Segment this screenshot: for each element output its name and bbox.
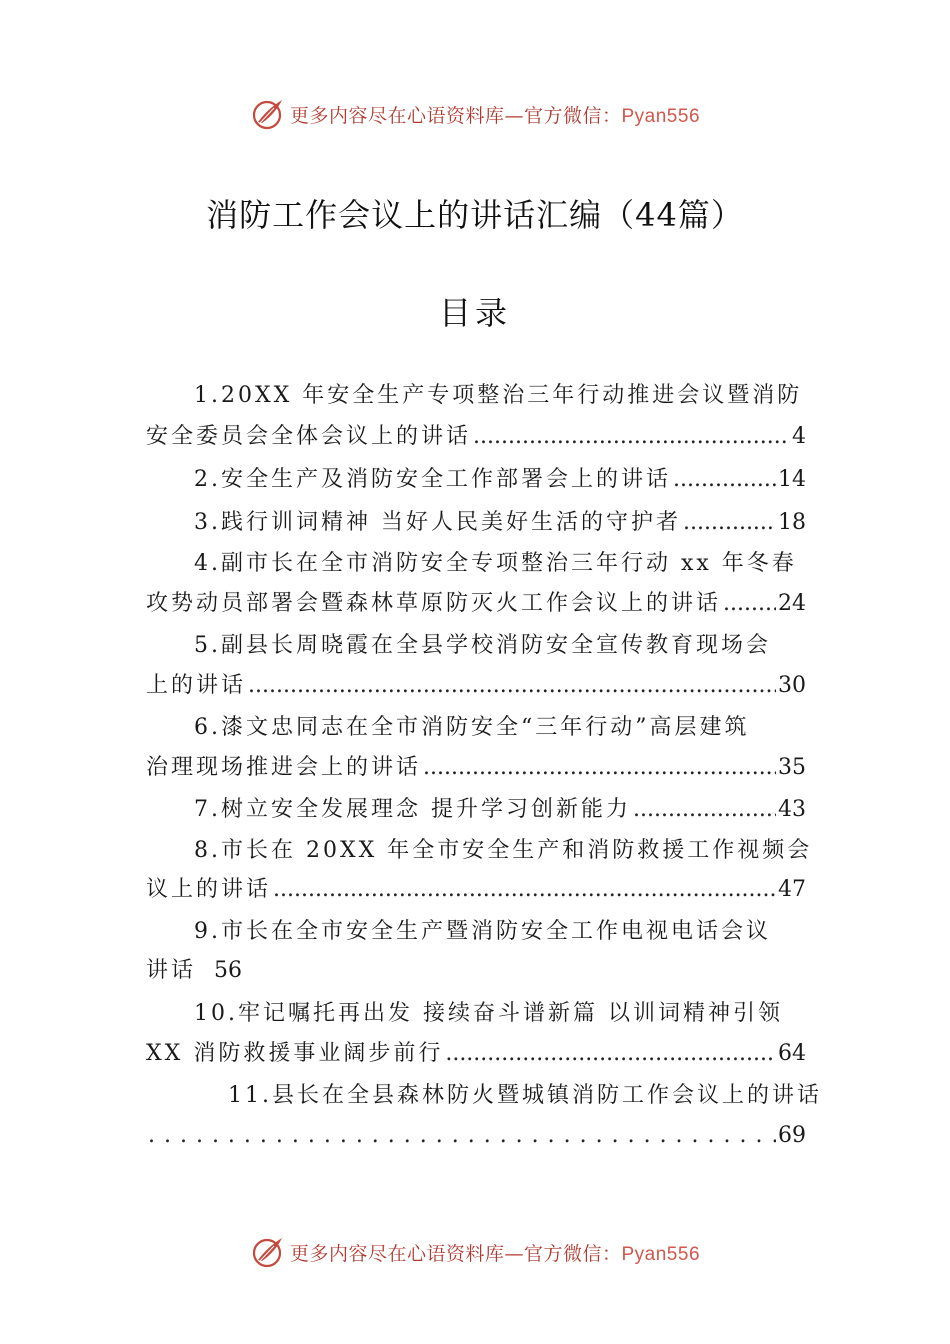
page-number: 14 [778, 467, 806, 492]
toc-entry-9-line-1[interactable]: 9.市长在全市安全生产暨消防安全工作电视电话会议 [194, 919, 771, 944]
leader-dots [273, 870, 776, 910]
toc-entry-10-line-1[interactable]: 10.牢记嘱托再出发 接续奋斗谱新篇 以训词精神引领 [194, 1001, 783, 1026]
document-title: 消防工作会议上的讲话汇编（44篇） [206, 196, 744, 234]
feather-pen-logo-icon [250, 96, 286, 132]
page-number: 30 [778, 673, 806, 698]
toc-entry-3[interactable]: 3.践行训词精神 当好人民美好生活的守护者 ..... 18 [194, 503, 806, 543]
page-number: 4 [792, 424, 806, 449]
toc-entry-6-line-2[interactable]: 治理现场推进会上的讲话 ..... 35 [146, 748, 806, 788]
toc-entry-8-line-1[interactable]: 8.市长在 20XX 年全市安全生产和消防救援工作视频会 [194, 838, 813, 863]
page-number: 18 [778, 510, 806, 535]
toc-entry-4-line-1[interactable]: 4.副市长在全市消防安全专项整治三年行动 xx 年冬春 [194, 551, 797, 576]
toc-entry-5-line-1[interactable]: 5.副县长周晓霞在全县学校消防安全宣传教育现场会 [194, 633, 771, 658]
toc-heading: 目录 [438, 294, 511, 332]
header-watermark-banner [0, 94, 950, 134]
page-number: 56 [214, 958, 243, 983]
toc-entry-1-line-2[interactable]: 安全委员会全体会议上的讲话 ..... 4 [146, 417, 806, 457]
toc-entry-5-line-2[interactable]: 上的讲话 ..... 30 [146, 666, 806, 706]
page-number: 64 [778, 1041, 806, 1066]
toc-entry-11-line-1[interactable]: 11.县长在全县森林防火暨城镇消防工作会议上的讲话 [228, 1083, 822, 1108]
toc-entry-8-line-2[interactable]: 议上的讲话 ..... 47 [146, 870, 806, 910]
banner-wechat-label: —官方微信： [504, 104, 622, 127]
leader-dots [723, 584, 776, 624]
toc-entry-7[interactable]: 7.树立安全发展理念 提升学习创新能力 ..... 43 [194, 790, 806, 830]
banner-site-name: 更多内容尽在心语资料库 [289, 1242, 505, 1265]
leader-dots [633, 790, 776, 830]
leader-dots [673, 460, 776, 500]
banner-site-name: 更多内容尽在心语资料库 [289, 104, 505, 127]
banner-wechat-id: Pyan556 [621, 1243, 701, 1265]
leader-dots [683, 503, 776, 543]
toc-entry-9-line-2[interactable]: 讲话 56 [146, 951, 806, 991]
footer-watermark-banner [0, 1232, 950, 1272]
toc-entry-10-line-2[interactable]: XX 消防救援事业阔步前行 ..... 64 [146, 1034, 806, 1074]
leader-dots [148, 1116, 776, 1156]
feather-pen-logo-icon [250, 1234, 286, 1270]
page-number: 43 [778, 797, 806, 822]
banner-wechat-label: —官方微信： [504, 1242, 622, 1265]
banner-text [290, 1239, 700, 1266]
page-number: 24 [778, 591, 806, 616]
banner-text [290, 101, 700, 128]
toc-entry-2[interactable]: 2.安全生产及消防安全工作部署会上的讲话 ..... 14 [194, 460, 806, 500]
page-number: 69 [778, 1123, 806, 1148]
toc-entry-6-line-1[interactable]: 6.漆文忠同志在全市消防安全“三年行动”高层建筑 [194, 715, 750, 740]
banner-wechat-id: Pyan556 [621, 105, 701, 127]
leader-dots [473, 417, 790, 457]
toc-entry-1-line-1[interactable]: 1.20XX 年安全生产专项整治三年行动推进会议暨消防 [194, 383, 803, 408]
toc-entry-4-line-2[interactable]: 攻势动员部署会暨森林草原防灭火工作会议上的讲话 ..... 24 [146, 584, 806, 624]
page-number: 47 [778, 877, 806, 902]
page-number: 35 [778, 755, 806, 780]
leader-dots [248, 666, 776, 706]
leader-dots [423, 748, 776, 788]
leader-dots [445, 1034, 776, 1074]
toc-entry-11-line-2[interactable] [146, 1116, 806, 1156]
